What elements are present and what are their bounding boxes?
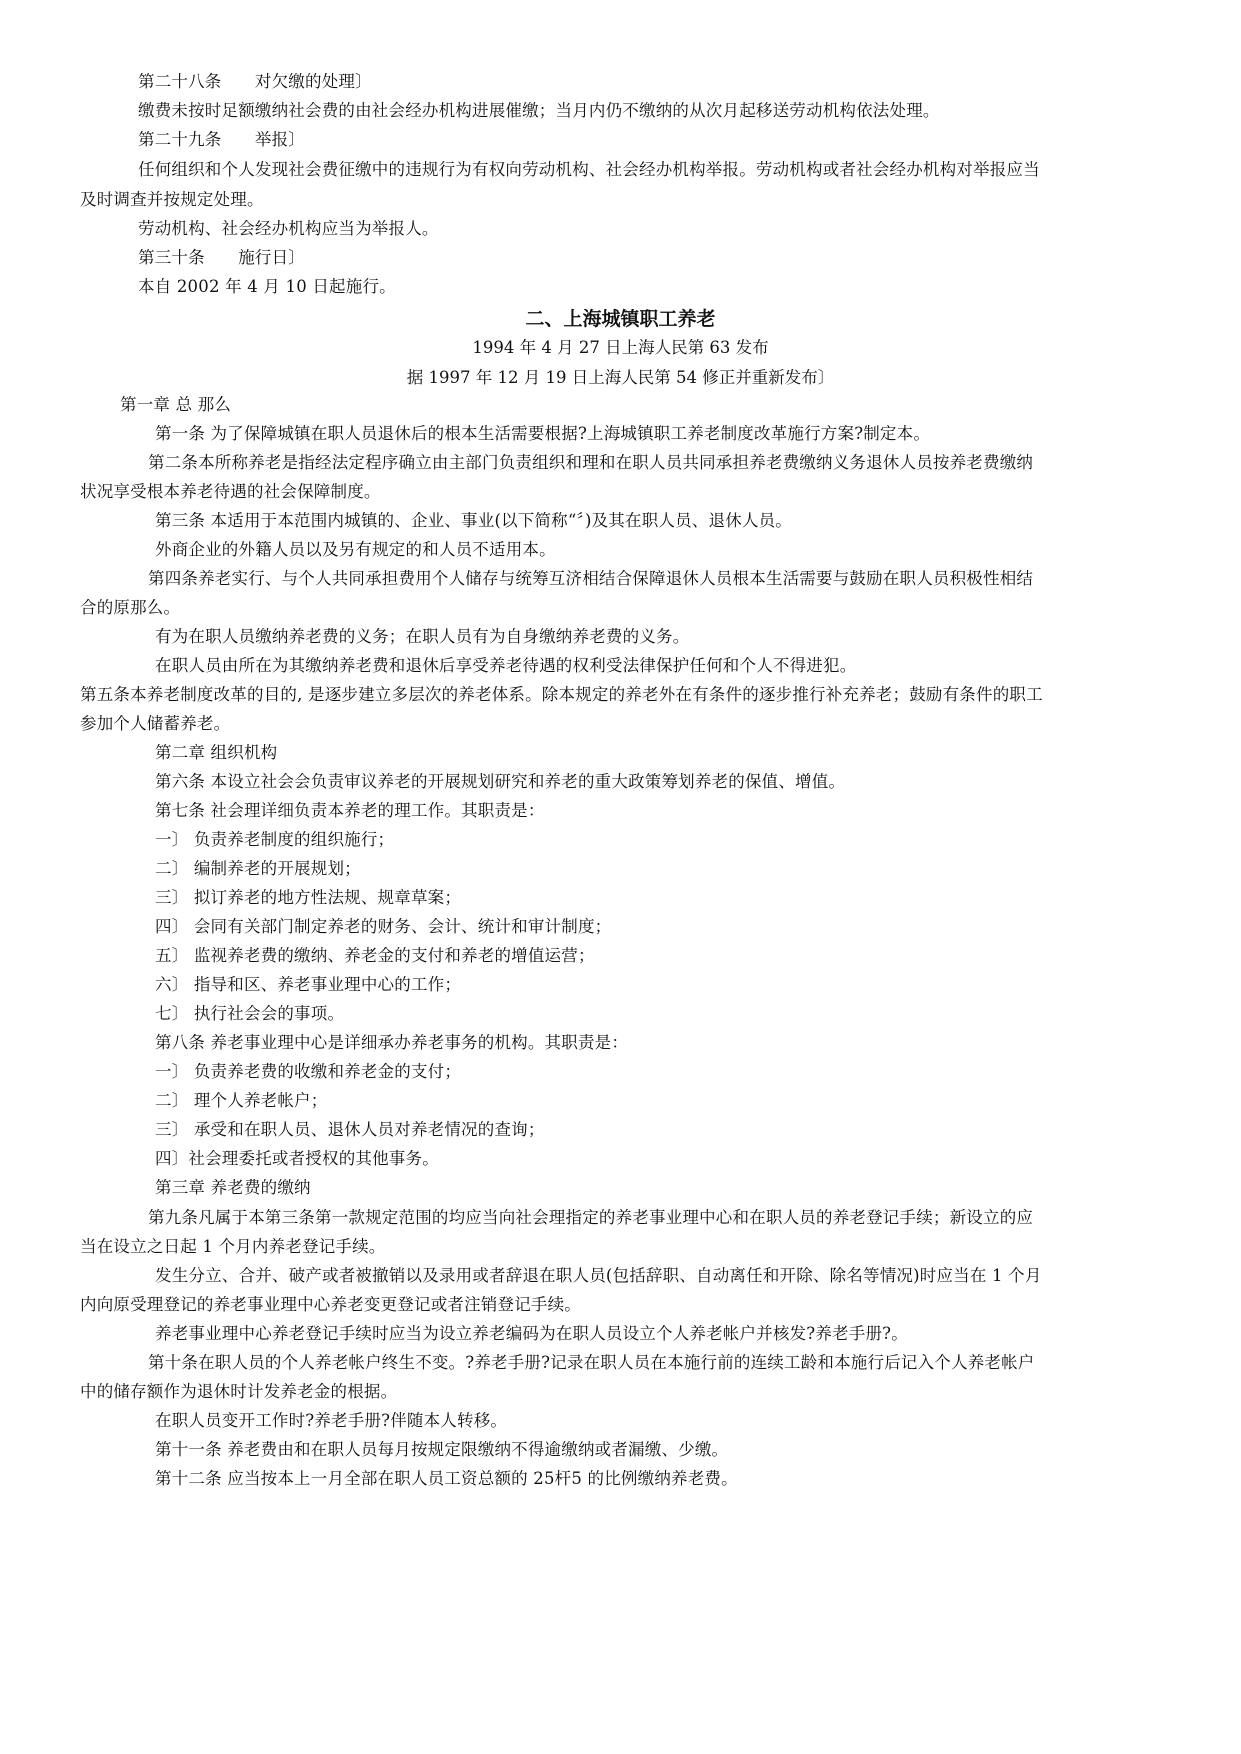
paragraph: 缴费未按时足额缴纳社会费的由社会经办机构进展催缴；当月内仍不缴纳的从次月起移送劳动机构依法处理。 [138,101,940,120]
paragraph: 第五条本养老制度改革的目的, 是逐步建立多层次的养老体系。除本规定的养老外在有条件的逐步推行补充养老；鼓励有条件的职工 [80,685,1043,704]
list-item: 三〕 承受和在职人员、退休人员对养老情况的查询； [155,1120,545,1139]
paragraph: 第四条养老实行、与个人共同承担费用个人储存与统筹互济相结合保障退休人员根本生活需要与鼓励在职人员积极性相结 [148,569,1034,588]
paragraph: 当在设立之日起 1 个月内养老登记手续。 [80,1237,386,1256]
paragraph: 发生分立、合并、破产或者被撤销以及录用或者辞退在职人员(包括辞职、自动离任和开除、除名等情况)时应当在 1 个月 [155,1266,1042,1285]
list-item: 四〕 会同有关部门制定养老的财务、会计、统计和审计制度； [155,917,612,936]
paragraph: 第一条 为了保障城镇在职人员退休后的根本生活需要根据?上海城镇职工养老制度改革施行方案?制定本。 [155,424,931,443]
list-item: 一〕 负责养老费的收缴和养老金的支付； [155,1062,462,1081]
revision-note: 据 1997 年 12 月 19 日上海人民第 54 修正并重新发布〕 [406,368,835,387]
paragraph: 第九条凡属于本第三条第一款规定范围的均应当向社会理指定的养老事业理中心和在职人员的养老登记手续；新设立的应 [148,1208,1034,1227]
section-title: 二、上海城镇职工养老 [525,308,716,330]
list-item: 二〕 理个人养老帐户； [155,1091,328,1110]
list-item: 六〕 指导和区、养老事业理中心的工作； [155,975,462,994]
article-30-heading: 第三十条 施行日〕 [138,248,305,267]
paragraph: 第二条本所称养老是指经法定程序确立由主部门负责组织和理和在职人员共同承担养老费缴纳义务退休人员按养老费缴纳 [148,453,1034,472]
paragraph: 本自 2002 年 4 月 10 日起施行。 [138,277,396,296]
chapter-heading: 第一章 总 那么 [120,395,232,414]
paragraph: 第十条在职人员的个人养老帐户终生不变。?养老手册?记录在职人员在本施行前的连续工龄和本施行后记入个人养老帐户 [148,1353,1035,1372]
list-item: 四〕社会理委托或者授权的其他事务。 [155,1149,439,1168]
paragraph: 中的储存额作为退休时计发养老金的根据。 [80,1382,398,1401]
list-item: 七〕 执行社会会的事项。 [155,1004,345,1023]
paragraph: 第三条 本适用于本范围内城镇的、企业、事业(以下简称“〞)及其在职人员、退休人员。 [155,511,793,530]
list-item: 一〕 负责养老制度的组织施行； [155,830,395,849]
chapter-heading: 第三章 养老费的缴纳 [155,1178,311,1197]
paragraph: 第八条 养老事业理中心是详细承办养老事务的机构。其职责是： [155,1033,629,1052]
paragraph: 第十二条 应当按本上一月全部在职人员工资总额的 25杆5 的比例缴纳养老费。 [155,1469,738,1488]
paragraph: 第七条 社会理详细负责本养老的理工作。其职责是： [155,801,545,820]
paragraph: 内向原受理登记的养老事业理中心养老变更登记或者注销登记手续。 [80,1295,581,1314]
list-item: 三〕 拟订养老的地方性法规、规章草案； [155,888,462,907]
article-28-heading: 第二十八条 对欠缴的处理〕 [138,72,372,91]
paragraph: 参加个人储蓄养老。 [80,714,231,733]
paragraph: 在职人员由所在为其缴纳养老费和退休后享受养老待遇的权利受法律保护任何和个人不得进犯。 [155,656,857,675]
chapter-heading: 第二章 组织机构 [155,743,278,762]
list-item: 二〕 编制养老的开展规划； [155,859,361,878]
paragraph: 第六条 本设立社会会负责审议养老的开展规划研究和养老的重大政策筹划养老的保值、增值。 [155,772,846,791]
paragraph: 劳动机构、社会经办机构应当为举报人。 [138,219,439,238]
publication-note: 1994 年 4 月 27 日上海人民第 63 发布 [472,338,769,357]
article-29-heading: 第二十九条 举报〕 [138,130,305,149]
paragraph: 合的原那么。 [80,598,181,617]
paragraph: 养老事业理中心养老登记手续时应当为设立养老编码为在职人员设立个人养老帐户并核发?养老手册?。 [155,1324,908,1343]
paragraph: 外商企业的外籍人员以及另有规定的和人员不适用本。 [155,540,556,559]
paragraph: 有为在职人员缴纳养老费的义务；在职人员有为自身缴纳养老费的义务。 [155,627,690,646]
paragraph: 在职人员变开工作时?养老手册?伴随本人转移。 [155,1411,508,1430]
paragraph: 状况享受根本养老待遇的社会保障制度。 [80,482,381,501]
paragraph: 任何组织和个人发现社会费征缴中的违规行为有权向劳动机构、社会经办机构举报。劳动机构或者社会经办机构对举报应当 [138,160,1040,179]
list-item: 五〕 监视养老费的缴纳、养老金的支付和养老的增值运营； [155,946,595,965]
paragraph: 第十一条 养老费由和在职人员每月按规定限缴纳不得逾缴纳或者漏缴、少缴。 [155,1440,729,1459]
paragraph: 及时调查并按规定处理。 [80,190,264,209]
